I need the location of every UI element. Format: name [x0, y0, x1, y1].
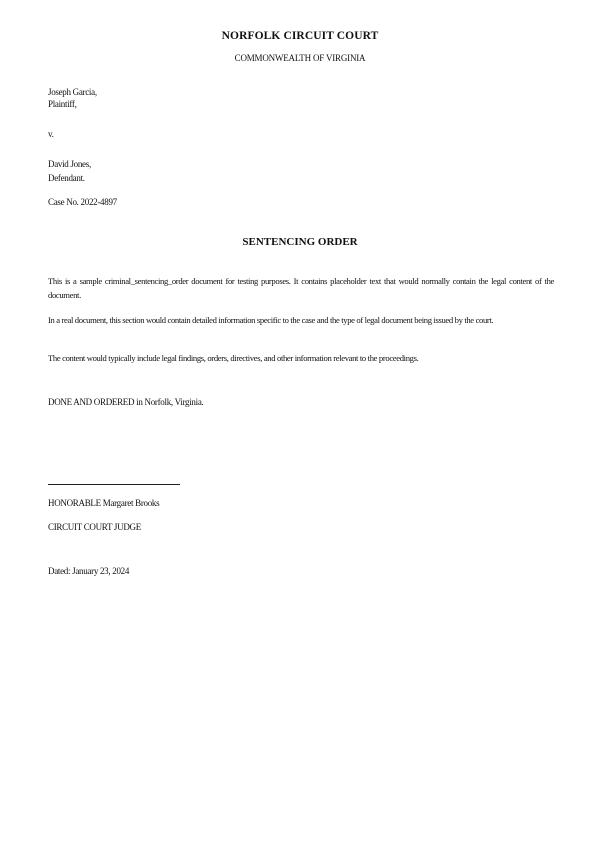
order-paragraph-1: This is a sample criminal_sentencing_order document for testing purposes. It contains placeholder text that would normally contain the legal content of the document.	[48, 276, 554, 300]
judge-name: HONORABLE Margaret Brooks	[48, 498, 160, 508]
defendant-role: Defendant.	[48, 173, 85, 183]
order-paragraph-3: The content would typically include legal findings, orders, directives, and other information relevant to the proceedings.	[48, 353, 419, 363]
dated-line: Dated: January 23, 2024	[48, 566, 130, 576]
order-title: SENTENCING ORDER	[242, 236, 358, 248]
case-number: Case No. 2022-4897	[48, 197, 117, 207]
signature-line	[48, 484, 180, 485]
judge-title: CIRCUIT COURT JUDGE	[48, 522, 141, 532]
versus: v.	[48, 129, 54, 139]
done-and-ordered: DONE AND ORDERED in Norfolk, Virginia.	[48, 397, 204, 407]
plaintiff-name: Joseph Garcia,	[48, 87, 97, 97]
order-paragraph-2: In a real document, this section would contain detailed information specific to the case and the type of legal document being issued by the court.	[48, 315, 494, 325]
jurisdiction: COMMONWEALTH OF VIRGINIA	[234, 53, 366, 63]
court-name: NORFOLK CIRCUIT COURT	[221, 30, 379, 42]
defendant-name: David Jones,	[48, 159, 91, 169]
plaintiff-role: Plaintiff,	[48, 99, 77, 109]
